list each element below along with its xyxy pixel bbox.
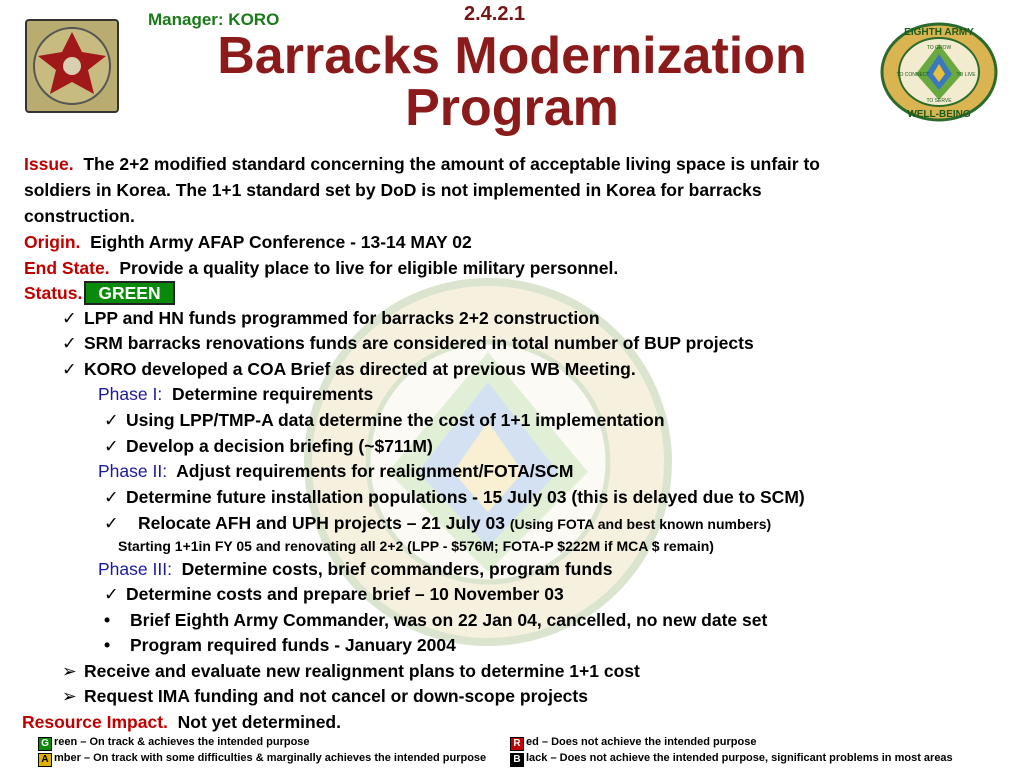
resource-line <box>22 710 341 734</box>
page-title <box>0 27 1024 137</box>
emblem-inner-right: TO LIVE <box>956 72 976 78</box>
title-line-2: Program <box>405 79 619 137</box>
item-text: LPP and HN funds programmed for barracks 2+2 construction <box>84 308 600 328</box>
legend-chip-red: R <box>510 737 524 751</box>
legend-text: reen – On track & achieves the intended purpose <box>54 736 310 748</box>
check-icon: ✓ <box>104 584 119 604</box>
phase-2-text: Adjust requirements for realignment/FOTA/SCM <box>176 461 574 481</box>
item-text: Program required funds - January 2004 <box>130 635 456 655</box>
legend-red <box>510 735 756 751</box>
origin-label: Origin. <box>24 232 81 252</box>
origin-line <box>24 230 472 254</box>
item-text: Request IMA funding and not cancel or down-scope projects <box>84 686 588 706</box>
item-text: KORO developed a COA Brief as directed at previous WB Meeting. <box>84 359 636 379</box>
check-icon: ✓ <box>62 333 77 353</box>
item-text: Receive and evaluate new realignment plans to determine 1+1 cost <box>84 661 640 681</box>
phase-1-text: Determine requirements <box>171 384 374 404</box>
item-text: SRM barracks renovations funds are considered in total number of BUP projects <box>84 333 754 353</box>
emblem-inner-left: TO CONNECT <box>896 72 930 78</box>
list-item <box>104 434 433 458</box>
phase-3-label: Phase III: <box>98 559 172 579</box>
list-item <box>104 511 771 536</box>
end-state-label: End State. <box>24 258 110 278</box>
legend-chip-green: G <box>38 737 52 751</box>
list-item <box>104 633 456 657</box>
end-state-line <box>24 256 618 280</box>
phase-2-heading <box>98 459 574 483</box>
issue-label: Issue. <box>24 154 74 174</box>
legend-text: ed – Does not achieve the intended purpose <box>526 736 757 748</box>
item-text: Determine costs and prepare brief – 10 November 03 <box>126 584 564 604</box>
item-subtext: Starting 1+1in FY 05 and renovating all 2+2 (LPP - $576M; FOTA-P $222M if MCA $ remain) <box>118 538 714 554</box>
list-item <box>62 357 636 381</box>
title-line-1: Barracks Modernization <box>217 27 807 85</box>
issue-text-1: The 2+2 modified standard concerning the amount of acceptable living space is unfair to <box>83 154 820 174</box>
legend-amber <box>38 751 486 767</box>
origin-text: Eighth Army AFAP Conference - 13-14 MAY 02 <box>90 232 472 252</box>
legend-chip-amber: A <box>38 753 52 767</box>
emblem-inner-bottom: TO SERVE <box>926 98 952 104</box>
emblem-inner-top: TO GROW <box>926 45 952 51</box>
arrow-icon: ➢ <box>62 686 77 706</box>
issue-text-2: soldiers in Korea. The 1+1 standard set by DoD is not implemented in Korea for barracks <box>24 180 762 200</box>
check-icon: ✓ <box>104 513 119 533</box>
resource-label: Resource Impact. <box>22 712 168 732</box>
issue-text-3: construction. <box>24 206 135 226</box>
list-item <box>62 684 588 708</box>
resource-text: Not yet determined. <box>177 712 341 732</box>
legend-chip-black: B <box>510 753 524 767</box>
legend-green <box>38 735 310 751</box>
check-icon: ✓ <box>104 436 119 456</box>
end-state-text: Provide a quality place to live for eligible military personnel. <box>119 258 619 278</box>
check-icon: ✓ <box>104 487 119 507</box>
check-icon: ✓ <box>62 308 77 328</box>
legend-text: mber – On track with some difficulties & marginally achieves the intended purpose <box>54 752 487 764</box>
status-badge: GREEN <box>84 281 174 305</box>
item-note: (Using FOTA and best known numbers) <box>509 516 772 532</box>
legend-black <box>510 751 953 767</box>
check-icon: ✓ <box>104 410 119 430</box>
emblem-top-text: EIGHTH ARMY <box>904 27 974 38</box>
item-text: Brief Eighth Army Commander, was on 22 Jan 04, cancelled, no new date set <box>130 610 768 630</box>
manager-label: Manager: KORO <box>148 10 280 29</box>
phase-2-label: Phase II: <box>98 461 168 481</box>
bullet-icon: • <box>104 610 111 630</box>
list-item <box>104 582 564 606</box>
check-icon: ✓ <box>62 359 77 379</box>
list-item <box>104 608 767 632</box>
status-line <box>24 281 175 305</box>
slide-number: 2.4.2.1 <box>464 3 526 25</box>
issue-line-1 <box>24 152 820 176</box>
status-label: Status. <box>24 283 83 303</box>
list-item <box>62 331 754 355</box>
emblem-bottom-text: WELL-BEING <box>907 109 971 120</box>
item-text: Relocate AFH and UPH projects – 21 July 03 <box>138 513 505 533</box>
phase-3-heading <box>98 557 612 581</box>
item-text: Using LPP/TMP-A data determine the cost of 1+1 implementation <box>126 410 665 430</box>
phase-1-label: Phase I: <box>98 384 163 404</box>
arrow-icon: ➢ <box>62 661 77 681</box>
item-text: Determine future installation populations - 15 July 03 (this is delayed due to SCM) <box>126 487 805 507</box>
phase-3-text: Determine costs, brief commanders, program funds <box>181 559 613 579</box>
list-item <box>62 659 640 683</box>
list-item <box>104 485 805 509</box>
item-text: Develop a decision briefing (~$711M) <box>126 436 433 456</box>
list-item <box>62 306 600 330</box>
bullet-icon: • <box>104 635 111 655</box>
phase-1-heading <box>98 382 373 406</box>
list-item <box>104 408 665 432</box>
legend-text: lack – Does not achieve the intended purpose, significant problems in most areas <box>526 752 953 764</box>
